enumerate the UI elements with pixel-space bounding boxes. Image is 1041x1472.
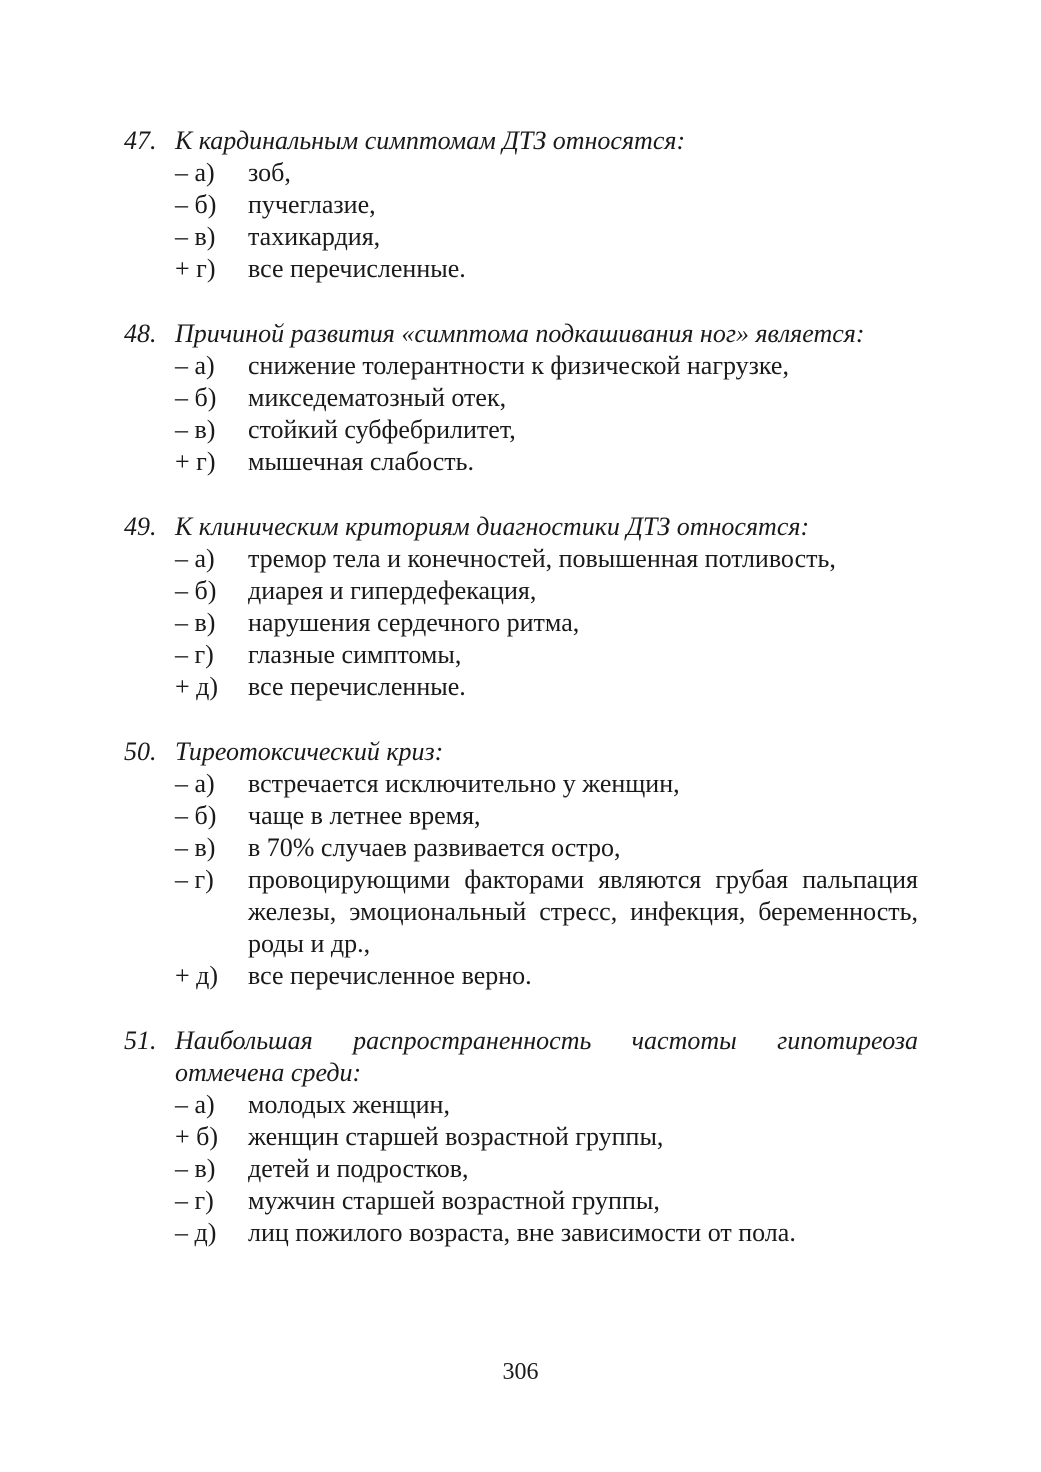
- question-heading: [124, 1025, 918, 1089]
- question-text: Тиреотоксический криз:: [175, 737, 444, 766]
- answer-text: пучеглазие,: [248, 190, 376, 219]
- answer-text: зоб,: [248, 158, 291, 187]
- answer-option: [175, 1217, 918, 1249]
- answer-text: глазные симптомы,: [248, 640, 462, 669]
- answer-mark: – в): [175, 1154, 216, 1183]
- answer-option: [175, 1153, 918, 1185]
- answer-mark: – г): [175, 1186, 214, 1215]
- answer-text: провоцирующими факторами являются грубая пальпация железы, эмоциональный стресс, инфекция, беременность, роды и др.,: [248, 865, 918, 958]
- answer-mark: + г): [175, 254, 216, 283]
- answer-option: [175, 671, 918, 703]
- answer-mark: – б): [175, 383, 217, 412]
- answer-mark: – д): [175, 1218, 217, 1247]
- answer-list: [175, 157, 918, 285]
- question-number: 49.: [124, 512, 157, 541]
- answer-option: [175, 800, 918, 832]
- answer-option: [175, 350, 918, 382]
- answer-mark: – в): [175, 222, 216, 251]
- answer-mark: – г): [175, 865, 214, 894]
- question-49: [124, 511, 918, 703]
- answer-option: [175, 446, 918, 478]
- answer-mark: – б): [175, 576, 217, 605]
- answer-text: молодых женщин,: [248, 1090, 450, 1119]
- question-number: 48.: [124, 319, 157, 348]
- question-51: [124, 1025, 918, 1249]
- answer-option: [175, 189, 918, 221]
- answer-text: детей и подростков,: [248, 1154, 469, 1183]
- answer-option: [175, 414, 918, 446]
- answer-text: тремор тела и конечностей, повышенная потливость,: [248, 544, 836, 573]
- answer-mark: – б): [175, 190, 217, 219]
- answer-option: [175, 960, 918, 992]
- answer-mark: – а): [175, 158, 215, 187]
- answer-text: тахикардия,: [248, 222, 381, 251]
- answer-mark: + б): [175, 1122, 219, 1151]
- question-47: [124, 125, 918, 285]
- answer-text: все перечисленное верно.: [248, 961, 532, 990]
- answer-text: микседематозный отек,: [248, 383, 507, 412]
- page-number: 306: [502, 1359, 539, 1385]
- answer-option: [175, 832, 918, 864]
- answer-option: [175, 221, 918, 253]
- answer-text: женщин старшей возрастной группы,: [248, 1122, 664, 1151]
- answer-text: мужчин старшей возрастной группы,: [248, 1186, 660, 1215]
- answer-list: [175, 543, 918, 703]
- answer-option: [175, 1121, 918, 1153]
- answer-text: в 70% случаев развивается остро,: [248, 833, 621, 862]
- answer-mark: – в): [175, 833, 216, 862]
- answer-mark: – г): [175, 640, 214, 669]
- answer-text: нарушения сердечного ритма,: [248, 608, 580, 637]
- answer-mark: – а): [175, 544, 215, 573]
- answer-list: [175, 350, 918, 478]
- answer-list: [175, 768, 918, 992]
- question-text: К клиническим криториям диагностики ДТЗ относятся:: [175, 512, 810, 541]
- answer-mark: – б): [175, 801, 217, 830]
- answer-option: [175, 543, 918, 575]
- question-heading: [124, 736, 918, 768]
- answer-text: снижение толерантности к физической нагрузке,: [248, 351, 789, 380]
- answer-mark: + д): [175, 672, 219, 701]
- answer-option: [175, 1089, 918, 1121]
- answer-mark: – а): [175, 351, 215, 380]
- question-text: Причиной развития «симптома подкашивания ног» является:: [175, 319, 865, 348]
- question-number: 47.: [124, 126, 157, 155]
- question-text: Наибольшая распространенность частоты гипотиреоза отмечена среди:: [175, 1026, 918, 1087]
- question-number: 51.: [124, 1026, 157, 1055]
- answer-mark: + д): [175, 961, 219, 990]
- question-heading: [124, 511, 918, 543]
- question-48: [124, 318, 918, 478]
- answer-text: все перечисленные.: [248, 672, 466, 701]
- question-50: [124, 736, 918, 992]
- question-number: 50.: [124, 737, 157, 766]
- answer-option: [175, 768, 918, 800]
- answer-option: [175, 253, 918, 285]
- answer-option: [175, 1185, 918, 1217]
- answer-text: лиц пожилого возраста, вне зависимости от пола.: [248, 1218, 796, 1247]
- question-heading: [124, 125, 918, 157]
- answer-text: стойкий субфебрилитет,: [248, 415, 516, 444]
- answer-mark: – а): [175, 769, 215, 798]
- answer-mark: – в): [175, 608, 216, 637]
- answer-option: [175, 575, 918, 607]
- answer-text: все перечисленные.: [248, 254, 466, 283]
- answer-mark: – в): [175, 415, 216, 444]
- answer-text: диарея и гипердефекация,: [248, 576, 537, 605]
- answer-option: [175, 382, 918, 414]
- answer-text: встречается исключительно у женщин,: [248, 769, 680, 798]
- answer-text: мышечная слабость.: [248, 447, 475, 476]
- question-list: [124, 125, 918, 1282]
- answer-mark: – а): [175, 1090, 215, 1119]
- answer-option: [175, 864, 918, 960]
- answer-list: [175, 1089, 918, 1249]
- answer-text: чаще в летнее время,: [248, 801, 481, 830]
- answer-option: [175, 607, 918, 639]
- answer-option: [175, 157, 918, 189]
- question-text: К кардинальным симптомам ДТЗ относятся:: [175, 126, 686, 155]
- answer-mark: + г): [175, 447, 216, 476]
- question-heading: [124, 318, 918, 350]
- answer-option: [175, 639, 918, 671]
